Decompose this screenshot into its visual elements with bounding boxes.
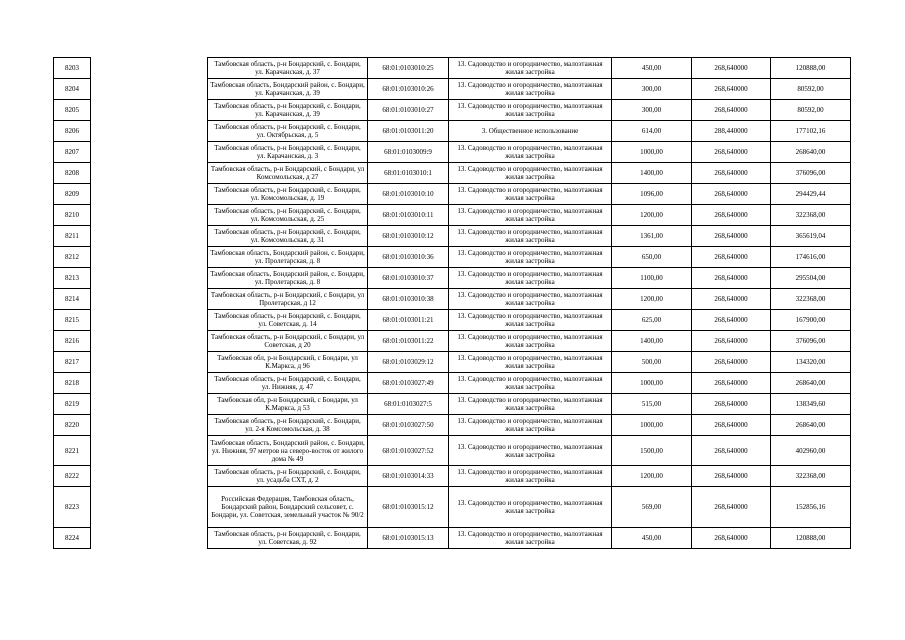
permitted-use: 13. Садоводство и огородничество, малоэтажная жилая застройка xyxy=(449,142,612,163)
specific-cadastral-value: 268,640000 xyxy=(692,205,771,226)
row-spacer xyxy=(91,184,208,205)
specific-cadastral-value: 268,640000 xyxy=(692,163,771,184)
permitted-use: 3. Общественное использование xyxy=(449,121,612,142)
cadastral-value: 376096,00 xyxy=(771,163,851,184)
table-row xyxy=(54,310,851,331)
cadastral-value: 295504,00 xyxy=(771,268,851,289)
cadastral-value: 322368,00 xyxy=(771,289,851,310)
permitted-use: 13. Садоводство и огородничество, малоэтажная жилая застройка xyxy=(449,331,612,352)
plot-address: Тамбовская область, р-н Бондарский, с. Бондари, ул. Карачанская, д. 39 xyxy=(208,100,368,121)
row-number: 8222 xyxy=(54,466,91,487)
cadastral-number: 68:01:0103010:37 xyxy=(368,268,449,289)
row-number: 8220 xyxy=(54,415,91,436)
plot-address: Тамбовская область, р-н Бондарский, с. Бондари, ул. Советская, д. 14 xyxy=(208,310,368,331)
cadastral-number: 68:01:0103010:1 xyxy=(368,163,449,184)
cadastral-number: 68:01:0103027:52 xyxy=(368,436,449,466)
row-spacer xyxy=(91,487,208,528)
table-row xyxy=(54,121,851,142)
permitted-use: 13. Садоводство и огородничество, малоэтажная жилая застройка xyxy=(449,487,612,528)
cadastral-number: 68:01:0103027:5 xyxy=(368,394,449,415)
cadastral-number: 68:01:0103010:27 xyxy=(368,100,449,121)
table-row xyxy=(54,415,851,436)
table-row xyxy=(54,247,851,268)
permitted-use: 13. Садоводство и огородничество, малоэтажная жилая застройка xyxy=(449,310,612,331)
plot-area: 650,00 xyxy=(612,247,692,268)
row-spacer xyxy=(91,394,208,415)
cadastral-value: 268640,00 xyxy=(771,142,851,163)
permitted-use: 13. Садоводство и огородничество, малоэтажная жилая застройка xyxy=(449,466,612,487)
cadastral-value: 120888,00 xyxy=(771,58,851,79)
table-row xyxy=(54,373,851,394)
cadastral-number: 68:01:0103011:20 xyxy=(368,121,449,142)
row-number: 8204 xyxy=(54,79,91,100)
plot-address: Тамбовская область, р-н Бондарский, с. Бондари, ул. Нижняя, д. 47 xyxy=(208,373,368,394)
permitted-use: 13. Садоводство и огородничество, малоэтажная жилая застройка xyxy=(449,352,612,373)
table-row xyxy=(54,226,851,247)
plot-area: 1200,00 xyxy=(612,205,692,226)
row-spacer xyxy=(91,100,208,121)
plot-address: Российская Федерация, Тамбовская область, Бондарский район, Бондарский сельсовет, с. Бондари, ул. Советская, земельный участок № 90/2 xyxy=(208,487,368,528)
cadastral-value: 120888,00 xyxy=(771,528,851,549)
row-spacer xyxy=(91,331,208,352)
permitted-use: 13. Садоводство и огородничество, малоэтажная жилая застройка xyxy=(449,394,612,415)
plot-address: Тамбовская область, Бондарский район, с. Бондари, ул. Карачанская, д. 39 xyxy=(208,79,368,100)
table-row xyxy=(54,79,851,100)
row-number: 8208 xyxy=(54,163,91,184)
cadastral-value: 134320,00 xyxy=(771,352,851,373)
table-row xyxy=(54,436,851,466)
cadastral-number: 68:01:0103010:12 xyxy=(368,226,449,247)
cadastral-value: 376096,00 xyxy=(771,331,851,352)
plot-address: Тамбовская обл, р-н Бондарский, с Бондари, ул К.Маркса, д 53 xyxy=(208,394,368,415)
cadastral-value: 268640,00 xyxy=(771,373,851,394)
table-row xyxy=(54,142,851,163)
row-number: 8224 xyxy=(54,528,91,549)
permitted-use: 13. Садоводство и огородничество, малоэтажная жилая застройка xyxy=(449,528,612,549)
cadastral-number: 68:01:0103027:50 xyxy=(368,415,449,436)
specific-cadastral-value: 268,640000 xyxy=(692,79,771,100)
plot-address: Тамбовская область, р-н Бондарский, с. Бондари, ул. Комсомольская, д. 25 xyxy=(208,205,368,226)
row-number: 8209 xyxy=(54,184,91,205)
cadastral-value: 322368,00 xyxy=(771,466,851,487)
cadastral-value: 322368,00 xyxy=(771,205,851,226)
table-row xyxy=(54,268,851,289)
row-number: 8213 xyxy=(54,268,91,289)
specific-cadastral-value: 268,640000 xyxy=(692,58,771,79)
plot-address: Тамбовская область, Бондарский район, с. Бондари, ул. Нижняя, 97 метров на северо-восток от жилого дома № 49 xyxy=(208,436,368,466)
specific-cadastral-value: 268,640000 xyxy=(692,466,771,487)
plot-address: Тамбовская область, р-н Бондарский, с. Бондари, ул. Советская, д. 92 xyxy=(208,528,368,549)
plot-address: Тамбовская область, Бондарский район, с. Бондари, ул. Пролетарская, д. 8 xyxy=(208,247,368,268)
cadastral-number: 68:01:0103010:36 xyxy=(368,247,449,268)
row-number: 8203 xyxy=(54,58,91,79)
plot-area: 1500,00 xyxy=(612,436,692,466)
row-number: 8211 xyxy=(54,226,91,247)
cadastral-value: 138349,60 xyxy=(771,394,851,415)
row-spacer xyxy=(91,268,208,289)
specific-cadastral-value: 268,640000 xyxy=(692,142,771,163)
plot-area: 1000,00 xyxy=(612,373,692,394)
plot-area: 1400,00 xyxy=(612,163,692,184)
row-number: 8221 xyxy=(54,436,91,466)
row-spacer xyxy=(91,436,208,466)
cadastral-number: 68:01:0103027:49 xyxy=(368,373,449,394)
specific-cadastral-value: 268,640000 xyxy=(692,184,771,205)
cadastral-number: 68:01:0103010:26 xyxy=(368,79,449,100)
row-number: 8215 xyxy=(54,310,91,331)
plot-area: 300,00 xyxy=(612,79,692,100)
cadastral-number: 68:01:0103010:11 xyxy=(368,205,449,226)
plot-area: 1000,00 xyxy=(612,142,692,163)
row-spacer xyxy=(91,352,208,373)
plot-area: 1100,00 xyxy=(612,268,692,289)
permitted-use: 13. Садоводство и огородничество, малоэтажная жилая застройка xyxy=(449,58,612,79)
table-row xyxy=(54,58,851,79)
table-row xyxy=(54,487,851,528)
row-number: 8218 xyxy=(54,373,91,394)
plot-address: Тамбовская область, Бондарский район, с. Бондари, ул. Пролетарская, д. 8 xyxy=(208,268,368,289)
plot-address: Тамбовская область, р-н Бондарский, с Бондари, ул Пролетарская, д 12 xyxy=(208,289,368,310)
table-row xyxy=(54,331,851,352)
row-number: 8206 xyxy=(54,121,91,142)
row-spacer xyxy=(91,528,208,549)
table-row xyxy=(54,184,851,205)
cadastral-value: 402960,00 xyxy=(771,436,851,466)
cadastral-number: 68:01:0103011:21 xyxy=(368,310,449,331)
plot-area: 569,00 xyxy=(612,487,692,528)
plot-address: Тамбовская область, р-н Бондарский, с. Бондари, ул. Комсомольская, д. 31 xyxy=(208,226,368,247)
plot-area: 450,00 xyxy=(612,58,692,79)
cadastral-value: 365619,04 xyxy=(771,226,851,247)
row-spacer xyxy=(91,373,208,394)
row-number: 8217 xyxy=(54,352,91,373)
row-spacer xyxy=(91,58,208,79)
specific-cadastral-value: 268,640000 xyxy=(692,226,771,247)
plot-area: 1400,00 xyxy=(612,331,692,352)
plot-area: 1000,00 xyxy=(612,415,692,436)
specific-cadastral-value: 268,640000 xyxy=(692,394,771,415)
plot-area: 1200,00 xyxy=(612,289,692,310)
permitted-use: 13. Садоводство и огородничество, малоэтажная жилая застройка xyxy=(449,436,612,466)
cadastral-number: 68:01:0103015:13 xyxy=(368,528,449,549)
specific-cadastral-value: 268,640000 xyxy=(692,415,771,436)
row-spacer xyxy=(91,247,208,268)
cadastral-value: 294429,44 xyxy=(771,184,851,205)
row-number: 8207 xyxy=(54,142,91,163)
cadastral-number: 68:01:0103009:9 xyxy=(368,142,449,163)
row-number: 8212 xyxy=(54,247,91,268)
cadastral-value: 177102,16 xyxy=(771,121,851,142)
plot-area: 1200,00 xyxy=(612,466,692,487)
plot-area: 1361,00 xyxy=(612,226,692,247)
row-number: 8210 xyxy=(54,205,91,226)
permitted-use: 13. Садоводство и огородничество, малоэтажная жилая застройка xyxy=(449,100,612,121)
plot-address: Тамбовская область, р-н Бондарский, с. Бондари, ул. Комсомольская, д. 19 xyxy=(208,184,368,205)
cadastral-number: 68:01:0103010:38 xyxy=(368,289,449,310)
specific-cadastral-value: 268,640000 xyxy=(692,331,771,352)
permitted-use: 13. Садоводство и огородничество, малоэтажная жилая застройка xyxy=(449,79,612,100)
table-body xyxy=(54,58,851,549)
table-row xyxy=(54,352,851,373)
row-spacer xyxy=(91,142,208,163)
plot-area: 450,00 xyxy=(612,528,692,549)
specific-cadastral-value: 268,640000 xyxy=(692,100,771,121)
cadastral-number: 68:01:0103011:22 xyxy=(368,331,449,352)
specific-cadastral-value: 288,440000 xyxy=(692,121,771,142)
row-spacer xyxy=(91,415,208,436)
cadastral-value: 174616,00 xyxy=(771,247,851,268)
specific-cadastral-value: 268,640000 xyxy=(692,289,771,310)
table-row xyxy=(54,289,851,310)
permitted-use: 13. Садоводство и огородничество, малоэтажная жилая застройка xyxy=(449,247,612,268)
row-spacer xyxy=(91,226,208,247)
cadastral-value: 80592,00 xyxy=(771,100,851,121)
specific-cadastral-value: 268,640000 xyxy=(692,247,771,268)
row-number: 8205 xyxy=(54,100,91,121)
specific-cadastral-value: 268,640000 xyxy=(692,528,771,549)
specific-cadastral-value: 268,640000 xyxy=(692,436,771,466)
specific-cadastral-value: 268,640000 xyxy=(692,487,771,528)
permitted-use: 13. Садоводство и огородничество, малоэтажная жилая застройка xyxy=(449,163,612,184)
row-spacer xyxy=(91,121,208,142)
row-spacer xyxy=(91,79,208,100)
row-number: 8219 xyxy=(54,394,91,415)
plot-area: 515,00 xyxy=(612,394,692,415)
permitted-use: 13. Садоводство и огородничество, малоэтажная жилая застройка xyxy=(449,415,612,436)
row-spacer xyxy=(91,466,208,487)
permitted-use: 13. Садоводство и огородничество, малоэтажная жилая застройка xyxy=(449,289,612,310)
specific-cadastral-value: 268,640000 xyxy=(692,352,771,373)
permitted-use: 13. Садоводство и огородничество, малоэтажная жилая застройка xyxy=(449,373,612,394)
plot-area: 1096,00 xyxy=(612,184,692,205)
row-spacer xyxy=(91,310,208,331)
cadastral-value: 80592,00 xyxy=(771,79,851,100)
table-row xyxy=(54,100,851,121)
plot-address: Тамбовская область, р-н Бондарский, с. Бондари, ул. 2-я Комсомольская, д. 38 xyxy=(208,415,368,436)
permitted-use: 13. Садоводство и огородничество, малоэтажная жилая застройка xyxy=(449,268,612,289)
specific-cadastral-value: 268,640000 xyxy=(692,268,771,289)
cadastral-number: 68:01:0103010:25 xyxy=(368,58,449,79)
plot-area: 500,00 xyxy=(612,352,692,373)
table-row xyxy=(54,528,851,549)
permitted-use: 13. Садоводство и огородничество, малоэтажная жилая застройка xyxy=(449,205,612,226)
land-plots-table xyxy=(53,57,851,549)
row-spacer xyxy=(91,163,208,184)
cadastral-value: 167900,00 xyxy=(771,310,851,331)
row-number: 8216 xyxy=(54,331,91,352)
permitted-use: 13. Садоводство и огородничество, малоэтажная жилая застройка xyxy=(449,226,612,247)
plot-address: Тамбовская область, р-н Бондарский, с Бондари, ул Советская, д 20 xyxy=(208,331,368,352)
plot-address: Тамбовская область, р-н Бондарский, с. Бондари, ул. усадьба СХТ, д. 2 xyxy=(208,466,368,487)
table-row xyxy=(54,205,851,226)
table-row xyxy=(54,163,851,184)
specific-cadastral-value: 268,640000 xyxy=(692,310,771,331)
plot-address: Тамбовская обл, р-н Бондарский, с Бондари, ул К.Маркса, д 96 xyxy=(208,352,368,373)
row-number: 8223 xyxy=(54,487,91,528)
row-spacer xyxy=(91,205,208,226)
cadastral-number: 68:01:0103014:33 xyxy=(368,466,449,487)
specific-cadastral-value: 268,640000 xyxy=(692,373,771,394)
cadastral-number: 68:01:0103029:12 xyxy=(368,352,449,373)
plot-address: Тамбовская область, р-н Бондарский, с. Бондари, ул. Карачанская, д. 3 xyxy=(208,142,368,163)
cadastral-value-table xyxy=(53,57,851,549)
plot-area: 625,00 xyxy=(612,310,692,331)
permitted-use: 13. Садоводство и огородничество, малоэтажная жилая застройка xyxy=(449,184,612,205)
cadastral-value: 268640,00 xyxy=(771,415,851,436)
table-row xyxy=(54,394,851,415)
plot-address: Тамбовская область, р-н Бондарский, с. Бондари, ул. Октябрьская, д. 5 xyxy=(208,121,368,142)
row-spacer xyxy=(91,289,208,310)
cadastral-number: 68:01:0103015:12 xyxy=(368,487,449,528)
plot-address: Тамбовская область, р-н Бондарский, с. Бондари, ул. Карачанская, д. 37 xyxy=(208,58,368,79)
plot-address: Тамбовская область, р-н Бондарский, с Бондари, ул Комсомольская, д 27 xyxy=(208,163,368,184)
cadastral-number: 68:01:0103010:10 xyxy=(368,184,449,205)
table-row xyxy=(54,466,851,487)
plot-area: 614,00 xyxy=(612,121,692,142)
row-number: 8214 xyxy=(54,289,91,310)
cadastral-value: 152856,16 xyxy=(771,487,851,528)
plot-area: 300,00 xyxy=(612,100,692,121)
